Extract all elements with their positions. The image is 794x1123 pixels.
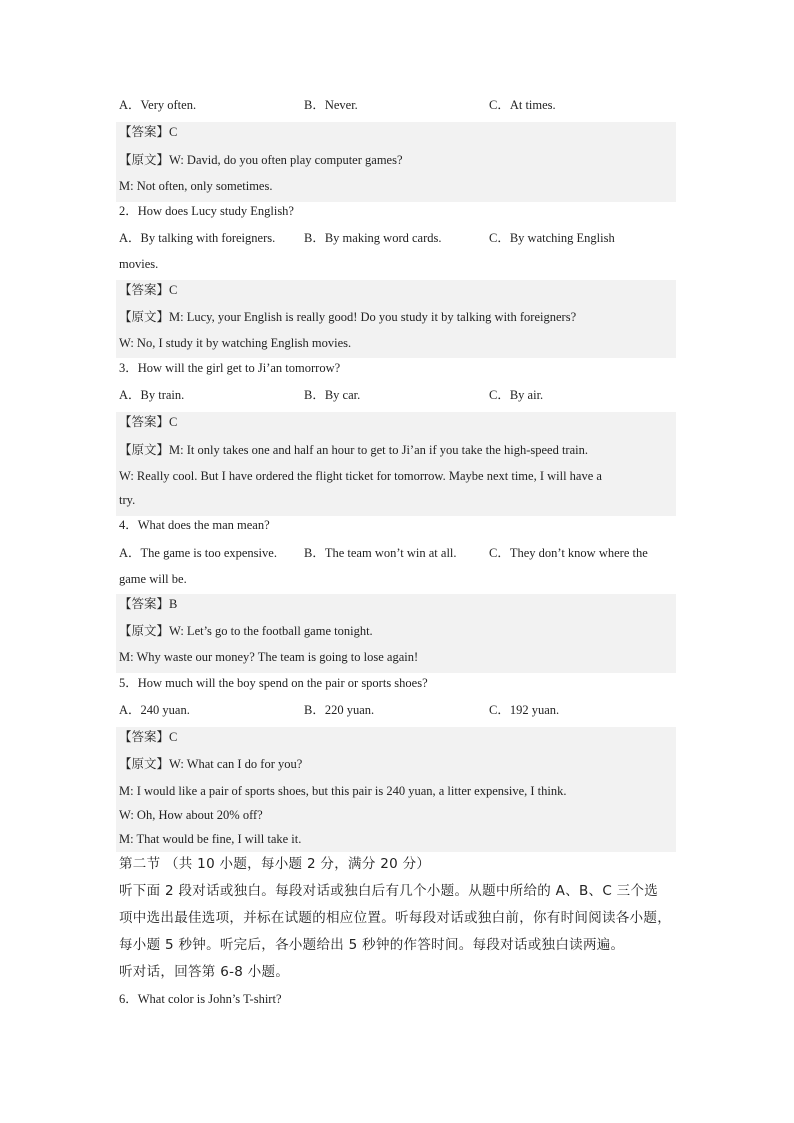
q4-option-a: A．The game is too expensive. (119, 546, 277, 560)
q2-answer: 【答案】C (119, 283, 178, 297)
q6-question: 6．What color is John’s T-shirt? (119, 992, 282, 1006)
q4-option-b: B．The team won’t win at all. (304, 546, 457, 560)
q5-option-c: C．192 yuan. (489, 703, 560, 717)
q2-option-c: C．By watching English (489, 231, 615, 245)
q2-transcript-line: W: No, I study it by watching English movies. (119, 336, 352, 350)
q3-option-c: C．By air. (489, 388, 544, 402)
q2-option-b: B．By making word cards. (304, 231, 442, 245)
q4-option-c: C．They don’t know where the (489, 546, 648, 560)
q1-transcript-line: 【原文】W: David, do you often play computer games? (119, 153, 403, 167)
q3-transcript-line: 【原文】M: It only takes one and half an hour to get to Ji’an if you take the high-speed train. (119, 443, 588, 457)
q1-transcript-line: M: Not often, only sometimes. (119, 179, 273, 193)
q2-question: 2．How does Lucy study English? (119, 204, 294, 218)
q3-option-b: B．By car. (304, 388, 361, 402)
q2-option-a: A．By talking with foreigners. (119, 231, 276, 245)
section-instructions: 听下面 2 段对话或独白。每段对话或独白后有几个小题。从题中所给的 A、B、C 三个选 (119, 883, 659, 899)
q3-answer-box (116, 412, 676, 516)
q3-answer: 【答案】C (119, 415, 178, 429)
q5-answer: 【答案】C (119, 730, 178, 744)
q1-option-c: C．At times. (489, 98, 556, 112)
q5-transcript-line: M: I would like a pair of sports shoes, but this pair is 240 yuan, a litter expensive, I think. (119, 784, 567, 798)
section-instructions: 每小题 5 秒钟。听完后，各小题给出 5 秒钟的作答时间。每段对话或独白读两遍。 (119, 937, 625, 953)
q5-option-a: A．240 yuan. (119, 703, 190, 717)
q3-transcript-line: try. (119, 493, 136, 507)
q4-transcript-line: M: Why waste our money? The team is going to lose again! (119, 650, 419, 664)
section-heading: 第二节 （共 10 小题，每小题 2 分，满分 20 分） (119, 856, 431, 872)
q4-answer: 【答案】B (119, 597, 178, 611)
q2-transcript-line: 【原文】M: Lucy, your English is really good! Do you study it by talking with foreigners? (119, 310, 577, 324)
q2-option-wrap: movies. (119, 257, 159, 271)
q4-question: 4．What does the man mean? (119, 518, 270, 532)
q4-option-wrap: game will be. (119, 572, 187, 586)
q5-transcript-line: M: That would be fine, I will take it. (119, 832, 302, 846)
q1-option-a: A．Very often. (119, 98, 197, 112)
section-instructions: 项中选出最佳选项，并标在试题的相应位置。听每段对话或独白前，你有时间阅读各小题， (119, 910, 671, 926)
q5-question: 5．How much will the boy spend on the pair or sports shoes? (119, 676, 428, 690)
q1-option-b: B．Never. (304, 98, 358, 112)
q3-transcript-line: W: Really cool. But I have ordered the flight ticket for tomorrow. Maybe next time, I will have a (119, 469, 602, 483)
q5-option-b: B．220 yuan. (304, 703, 375, 717)
q3-question: 3．How will the girl get to Ji’an tomorrow? (119, 361, 341, 375)
q1-answer: 【答案】C (119, 125, 178, 139)
q4-transcript-line: 【原文】W: Let’s go to the football game tonight. (119, 624, 373, 638)
section-subheading: 听对话，回答第 6-8 小题。 (119, 964, 290, 980)
q5-transcript-line: 【原文】W: What can I do for you? (119, 757, 303, 771)
q3-option-a: A．By train. (119, 388, 185, 402)
q5-transcript-line: W: Oh, How about 20% off? (119, 808, 263, 822)
